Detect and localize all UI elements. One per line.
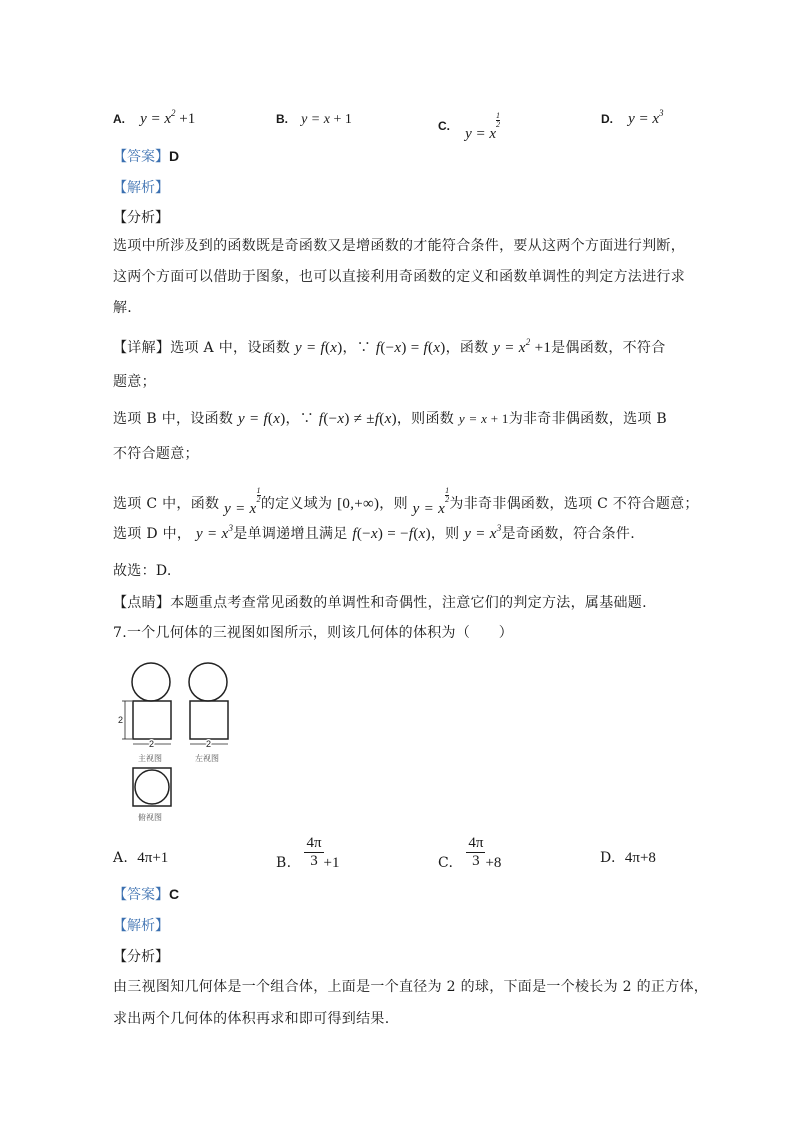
- side-sphere: [189, 663, 227, 701]
- option-d: [601, 108, 664, 128]
- option-c-math: y = x $\frac{1}{2}$: [465, 111, 501, 142]
- option-letter: A.: [113, 112, 125, 126]
- detail-line: 题意；: [113, 374, 156, 390]
- fenxi-line: 这两个方面可以借助于图象，也可以直接利用奇函数的定义和函数单调性的判定方法进行求: [113, 269, 685, 285]
- front-cube: [133, 701, 171, 739]
- fenxi-tag: 【分析】: [113, 209, 169, 225]
- math-expr: $y = x^3$: [464, 523, 502, 542]
- top-view-label: 俯视图: [138, 813, 162, 822]
- math-expr: y = f(x): [294, 340, 343, 356]
- q7-fenxi-line: 求出两个几何体的体积再求和即可得到结果.: [113, 1011, 390, 1027]
- side-view-label: 左视图: [195, 754, 219, 763]
- fenxi-line: 解.: [113, 300, 133, 316]
- q7-option-a: A. 4π+1: [113, 850, 169, 866]
- detail-line-a: 【详解】选项 A 中，设函数 y = f(x)，∵ f(−x) = f(x)，函数 $y = x^2 +1$是偶函数，不符合: [113, 337, 666, 356]
- answer-value: C: [169, 886, 180, 902]
- math-expr: f(−x) = f(x): [375, 340, 446, 356]
- q7-option-a-expr: 4π+1: [137, 850, 169, 866]
- option-b: [276, 108, 352, 128]
- answer-line: [113, 146, 179, 166]
- option-a: [113, 108, 195, 128]
- option-letter: D.: [601, 112, 613, 126]
- fraction: $\frac{4\pi}{3}$: [468, 835, 484, 869]
- question-7-stem: 7.一个几何体的三视图如图所示，则该几何体的体积为（ ）: [113, 625, 514, 641]
- option-letter: C.: [438, 119, 450, 133]
- math-expr: $y = x^3$: [196, 523, 234, 542]
- math-expr: f(−x) = −f(x): [352, 526, 431, 542]
- q7-analysis-tag: 【解析】: [113, 917, 169, 933]
- math-expr: [0,+∞): [337, 496, 380, 512]
- math-expr: y = x + 1: [458, 411, 509, 426]
- option-d-math: $y = x^3$: [628, 108, 664, 127]
- detail-line-d: 选项 D 中， $y = x^3$是单调递增且满足 f(−x) = −f(x)，则 $y = x^3$是奇函数，符合条件.: [113, 523, 635, 542]
- option-b-math: y = x + 1: [301, 112, 352, 127]
- answer-tag: 【答案】: [113, 148, 169, 164]
- fenxi-line: 选项中所涉及到的函数既是奇函数又是增函数的才能符合条件，要从这两个方面进行判断，: [113, 238, 685, 254]
- option-c: [438, 104, 501, 142]
- q7-option-b: B. $\frac{4\pi}{3}$ +1: [276, 835, 340, 871]
- option-letter: B.: [276, 112, 288, 126]
- q7-option-d: D. 4π+8: [600, 850, 656, 866]
- math-expr: $y = x^2 +1$: [493, 337, 552, 356]
- comment-tag: 【点睛】: [113, 594, 171, 610]
- comment-line: 【点睛】本题重点考查常见函数的单调性和奇偶性，注意它们的判定方法，属基础题.: [113, 594, 647, 611]
- top-square: [133, 768, 171, 806]
- math-expr: y = f(x): [237, 411, 286, 427]
- front-sphere: [132, 663, 170, 701]
- q7-option-c: C. $\frac{4\pi}{3}$ +8: [438, 835, 502, 871]
- detail-tag: 【详解】: [113, 339, 171, 355]
- three-view-figure: [118, 660, 238, 830]
- answer-tag: 【答案】: [113, 886, 169, 902]
- fraction: $\frac{4\pi}{3}$: [306, 835, 322, 869]
- detail-line-c: 选项 C 中，函数 y = x $\frac{1}{2}$ 的定义域为 [0,+∞)，则 y = x $\frac{1}{2}$ 为非奇非偶函数，选项 C 不符合题意；: [113, 486, 699, 517]
- math-expr: f(−x) ≠ ±f(x): [318, 411, 397, 427]
- q7-option-d-expr: 4π+8: [624, 850, 656, 866]
- analysis-tag: 【解析】: [113, 179, 169, 195]
- q7-answer-line: [113, 884, 179, 904]
- front-width-label: 2: [149, 739, 155, 749]
- side-cube: [190, 701, 228, 739]
- detail-line: 不符合题意；: [113, 446, 199, 462]
- height-dim-label: 2: [118, 715, 124, 725]
- math-expr: y = x $\frac{1}{2}$: [412, 486, 450, 517]
- q7-fenxi-line: 由三视图知几何体是一个组合体，上面是一个直径为 2 的球，下面是一个棱长为 2 的正方体，: [113, 979, 709, 995]
- q7-fenxi-tag: 【分析】: [113, 948, 169, 964]
- side-width-label: 2: [206, 739, 212, 749]
- front-view-label: 主视图: [138, 754, 162, 763]
- choose-line: 故选：D.: [113, 563, 172, 579]
- detail-line-b: 选项 B 中，设函数 y = f(x)，∵ f(−x) ≠ ±f(x)，则函数 y = x + 1为非奇非偶函数，选项 B: [113, 411, 668, 427]
- option-a-math: $y = x^2 +1$: [140, 108, 196, 127]
- top-circle: [135, 770, 169, 804]
- answer-value: D: [169, 148, 180, 164]
- math-expr: y = x $\frac{1}{2}$: [224, 486, 261, 517]
